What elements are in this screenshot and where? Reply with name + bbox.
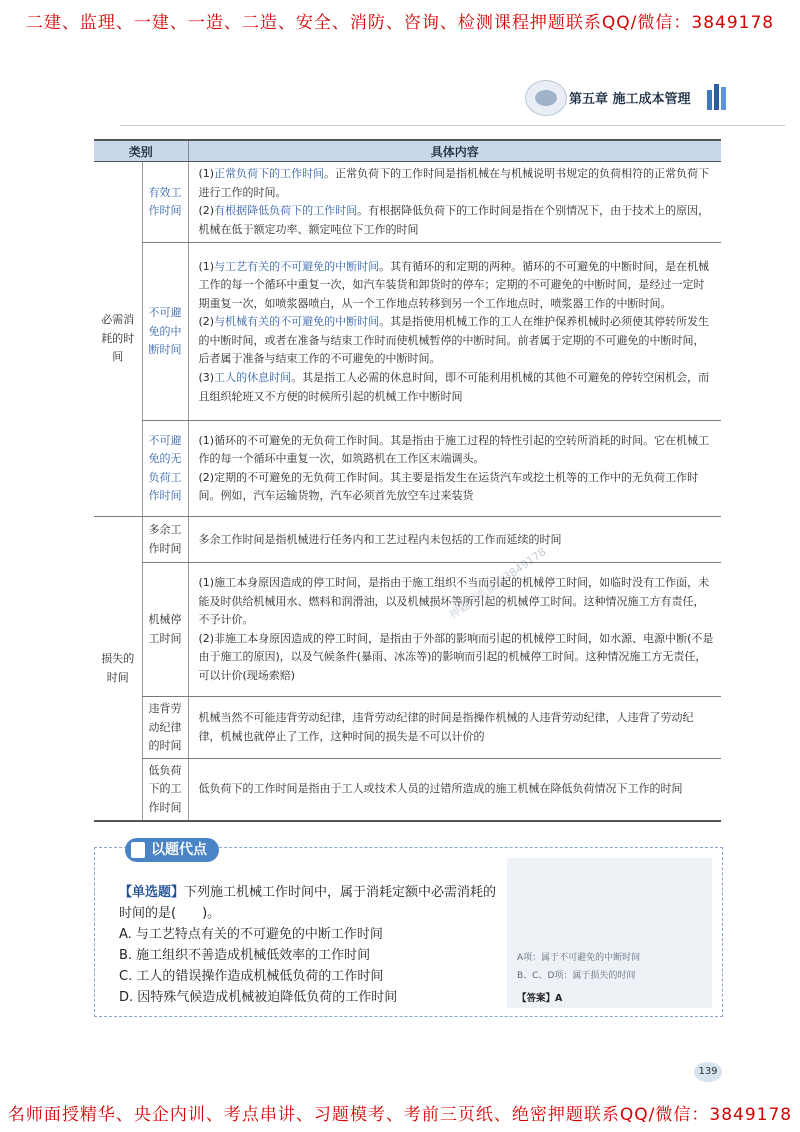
header-content: 具体内容 [188,140,721,162]
row-label: 多余工作时间 [142,517,188,563]
chapter-header [525,80,785,114]
row-content: (1)施工本身原因造成的停工时间，是指由于施工组织不当而引起的机械停工时间，如临时没有工作面，未能及时供给机械用水、燃料和润滑油，以及机械损坏等所引起的机械停工时间。这种情况施工方有责任，不予计价。 (2)非施工本身原因造成的停工时间，是指由于外部的影响而引起的机械停工时间，如水源、电源中断(不是由于施工的原因)，以及气候条件(暴雨、冰冻等)的影响而引起的机械停工时间。这种情况施工方无责任，可以计价(现场索赔) [188,563,721,697]
group-lost-time: 损失的时间 [94,517,142,821]
explain-a: A项：属于不可避免的中断时间 [517,953,641,963]
row-content: (1)与工艺有关的不可避免的中断时间。其有循环的和定期的两种。循环的不可避免的中断时间，是在机械工作的每一个循环中重复一次，如汽车装货和卸货时的停车；定期的不可避免的中断时间，是经过一定时期重复一次，如喷浆器喷白，从一个工作地点转移到另一个工作地点时，喷浆器工作的中断时间。 (2)与机械有关的不可避免的中断时间。其是指使用机械工作的工人在维护保养机械时必须使其停转所发生的中断时间，或者在准备与结束工作时而使机械暂停的中断时间。前者属于定期的不可避免的中断时间，后者属于准备与结束工作的不可避免的中断时间。 (3)工人的休息时间。其是指工人必需的休息时间，即不可能利用机械的其他不可避免的停转空闲机会，而且组织轮班又不方便的时候所引起的机械工作中断时间 [188,243,721,421]
example-tab: 以题代点 [125,838,219,862]
row-label: 低负荷下的工作时间 [142,759,188,821]
mascot-icon [525,80,567,116]
row-label: 违背劳动纪律的时间 [142,697,188,759]
answer-label: 【答案】A [517,993,563,1004]
row-content: (1)循环的不可避免的无负荷工作时间。其是指由于施工过程的特性引起的空转所消耗的时间。它在机械工作的每一个循环中重复一次，如筑路机在工作区末端调头。 (2)定期的不可避免的无负荷工作时间。其主要是指发生在运货汽车或挖土机等的工作中的无负荷工作时间。例如，汽车运输货物，汽车必须首先放空车过来装货 [188,421,721,517]
option-b: B. 施工组织不善造成机械低效率的工作时间 [119,948,371,963]
row-label: 有效工作时间 [142,162,188,243]
option-c: C. 工人的错误操作造成机械低负荷的工作时间 [119,969,384,984]
row-content: (1)正常负荷下的工作时间。正常负荷下的工作时间是指机械在与机械说明书规定的负荷相符的正常负荷下进行工作的时间。 (2)有根据降低负荷下的工作时间。有根据降低负荷下的工作时间是指在个别情况下，由于技术上的原因，机械在低于额定功率、额定吨位下工作的时间 [188,162,721,243]
row-content: 多余工作时间是指机械进行任务内和工艺过程内未包括的工作而延续的时间 [188,517,721,563]
option-d: D. 因特殊气候造成机械被迫降低负荷的工作时间 [119,990,398,1005]
example-question-box [94,842,723,1017]
question-icon [131,842,145,858]
group-necessary-time: 必需消耗的时间 [94,162,142,517]
row-content: 低负荷下的工作时间是指由于工人或技术人员的过错所造成的施工机械在降低负荷情况下工作的时间 [188,759,721,821]
books-icon [707,84,729,110]
page-number: 139 [694,1062,722,1082]
chapter-divider [120,125,785,126]
watermark: 押题联系微信3849178 [446,545,549,622]
time-category-table [94,139,721,829]
bottom-banner: 名师面授精华、央企内训、考点串讲、习题模考、考前三页纸、绝密押题联系QQ/微信：3849178 [7,1105,793,1125]
question-type-tag: 【单选题】 [119,885,185,900]
row-label: 机械停工时间 [142,563,188,697]
row-content: 机械当然不可能违背劳动纪律，违背劳动纪律的时间是指操作机械的人违背劳动纪律，人违背了劳动纪律，机械也就停止了工作，这种时间的损失是不可以计价的 [188,697,721,759]
row-label: 不可避免的中断时间 [142,243,188,421]
answer-explanation-panel [507,858,712,1008]
chapter-title: 第五章 施工成本管理 [569,92,691,107]
explain-bcd: B、C、D项：属于损失的时间 [517,971,636,981]
row-label: 不可避免的无负荷工作时间 [142,421,188,517]
question-text: 【单选题】下列施工机械工作时间中，属于消耗定额中必需消耗的时间的是( )。 A. 与工艺特点有关的不可避免的中断工作时间 B. 施工组织不善造成机械低效率的工作时间 C. 工人的错误操作造成机械低负荷的工作时间 D. 因特殊气候造成机械被迫降低负荷的工作时间 [119,882,499,1008]
option-a: A. 与工艺特点有关的不可避免的中断工作时间 [119,927,383,942]
header-category: 类别 [94,140,188,162]
top-banner: 二建、监理、一建、一造、二造、安全、消防、咨询、检测课程押题联系QQ/微信：3849178 [25,13,775,33]
